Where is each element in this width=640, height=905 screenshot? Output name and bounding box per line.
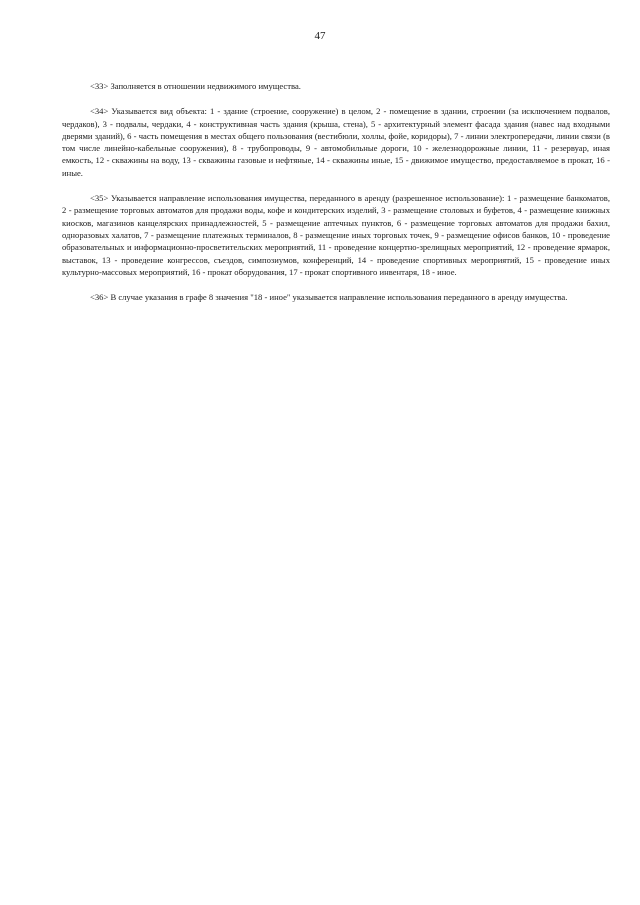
footnotes-section [62, 80, 610, 316]
footnote-33 [62, 80, 610, 92]
footnote-marker: <36> [90, 292, 109, 303]
footnote-35 [62, 192, 610, 278]
footnote-text: Заполняется в отношении недвижимого имущества. [110, 81, 301, 91]
footnote-36 [62, 291, 610, 303]
footnote-marker: <33> [90, 81, 109, 91]
footnote-34 [62, 105, 610, 179]
footnote-text: Указывается направление использования имущества, переданного в аренду (разрешенное использование): 1 - размещение банкоматов, 2 - размещение торговых автоматов для продажи воды, кофе и кондитерских изделий, 3 - размещение столовых и буфетов, 4 - размещение книжных киосков, магазинов канцелярских принадлежностей, 5 - размещение аптечных пунктов, 6 - размещение торговых автоматов для продажи бахил, одноразовых халатов, 7 - размещение платежных терминалов, 8 - размещение иных торговых точек, 9 - размещение офисов банков, 10 - проведение образовательных и информационно-просветительских мероприятий, 11 - проведение концертно-зрелищных мероприятий, 12 - проведение ярмарок, выставок, 13 - проведение конгрессов, съездов, симпозиумов, конференций, 14 - проведение спортивных мероприятий, 15 - проведение иных культурно-массовых мероприятий, 16 - прокат оборудования, 17 - прокат спортивного инвентаря, 18 - иное. [62, 193, 610, 277]
page-number: 47 [314, 30, 326, 42]
footnote-marker: <35> [90, 193, 109, 204]
footnote-marker: <34> [90, 106, 109, 117]
footnote-text: В случае указания в графе 8 значения "18 - иное" указывается направление использования переданного в аренду имущества. [110, 292, 568, 303]
footnote-text: Указывается вид объекта: 1 - здание (строение, сооружение) в целом, 2 - помещение в здании, строении (за исключением подвалов, чердаков), 3 - подвалы, чердаки, 4 - конструктивная часть здания (крыша, стена), 5 - архитектурный элемент фасада здания (навес над входными дверями зданий), 6 - часть помещения в местах общего пользования (вестибюли, холлы, фойе, коридоры), 7 - линии электропередачи, линии связи (в том числе линейно-кабельные сооружения), 8 - трубопроводы, 9 - автомобильные дороги, 10 - железнодорожные линии, 11 - резервуар, иная емкость, 12 - скважины на воду, 13 - скважины газовые и нефтяные, 14 - скважины иные, 15 - движимое имущество, предоставляемое в прокат, 16 - иные. [62, 106, 610, 178]
